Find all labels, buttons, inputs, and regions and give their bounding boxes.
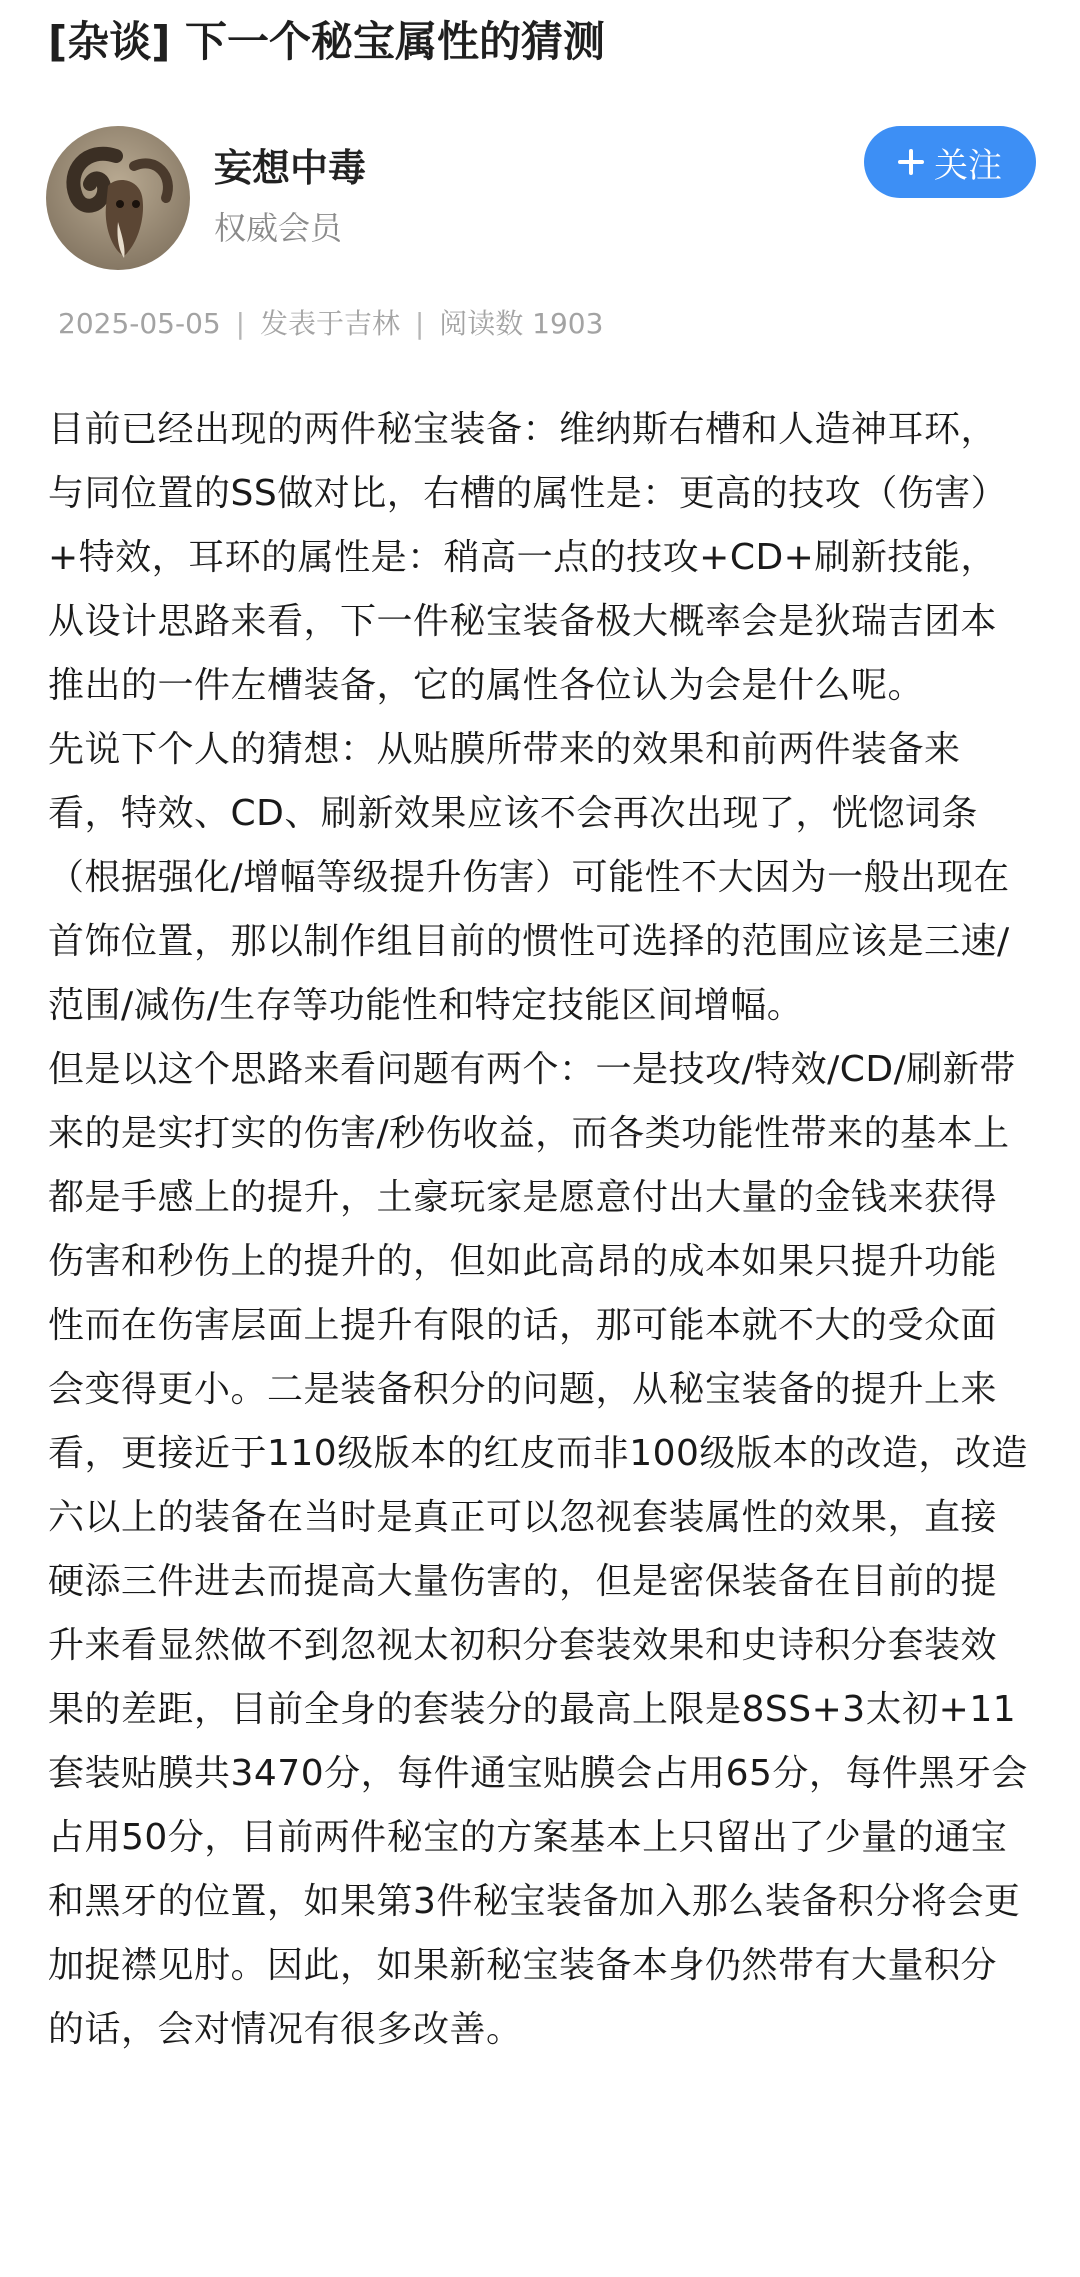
post-content — [48, 398, 1032, 2062]
content-paragraph: 但是以这个思路来看问题有两个：一是技攻/特效/CD/刷新带来的是实打实的伤害/秒伤收益，而各类功能性带来的基本上都是手感上的提升，土豪玩家是愿意付出大量的金钱来获得伤害和秒伤上的提升的，但如此高昂的成本如果只提升功能性而在伤害层面上提升有限的话，那可能本就不大的受众面会变得更小。二是装备积分的问题，从秘宝装备的提升上来看，更接近于110级版本的红皮而非100级版本的改造，改造六以上的装备在当时是真正可以忽视套装属性的效果，直接硬添三件进去而提高大量伤害的，但是密保装备在目前的提升来看显然做不到忽视太初积分套装效果和史诗积分套装效果的差距，目前全身的套装分的最高上限是8SS+3太初+11套装贴膜共3470分，每件通宝贴膜会占用65分，每件黑牙会占用50分，目前两件秘宝的方案基本上只留出了少量的通宝和黑牙的位置，如果第3件秘宝装备加入那么装备积分将会更加捉襟见肘。因此，如果新秘宝装备本身仍然带有大量积分的话，会对情况有很多改善。 — [48, 1049, 1028, 2050]
goat-avatar-icon — [46, 126, 190, 270]
post-title: [杂谈] 下一个秘宝属性的猜测 — [48, 17, 606, 66]
meta-separator: | — [414, 307, 425, 340]
read-count: 阅读数 1903 — [439, 307, 604, 340]
post-location: 发表于吉林 — [259, 307, 400, 340]
content-paragraph: 先说下个人的猜想：从贴膜所带来的效果和前两件装备来看，特效、CD、刷新效果应该不会再次出现了，恍惚词条（根据强化/增幅等级提升伤害）可能性不大因为一般出现在首饰位置，那以制作组目前的惯性可选择的范围应该是三速/范围/减伤/生存等功能性和特定技能区间增幅。 — [48, 729, 1010, 1026]
avatar[interactable] — [46, 126, 190, 270]
follow-label: 关注 — [934, 145, 1002, 186]
author-header — [46, 126, 1036, 276]
post-meta — [58, 306, 603, 342]
plus-icon — [898, 149, 924, 175]
post-date: 2025-05-05 — [58, 307, 221, 340]
content-paragraph: 目前已经出现的两件秘宝装备：维纳斯右槽和人造神耳环，与同位置的SS做对比，右槽的属性是：更高的技攻（伤害）+特效，耳环的属性是：稍高一点的技攻+CD+刷新技能，从设计思路来看，下一件秘宝装备极大概率会是狄瑞吉团本推出的一件左槽装备，它的属性各位认为会是什么呢。 — [48, 409, 1008, 706]
author-name[interactable]: 妄想中毒 — [214, 146, 367, 190]
meta-separator: | — [235, 307, 246, 340]
follow-button[interactable] — [864, 126, 1036, 198]
author-role-badge: 权威会员 — [214, 209, 343, 247]
